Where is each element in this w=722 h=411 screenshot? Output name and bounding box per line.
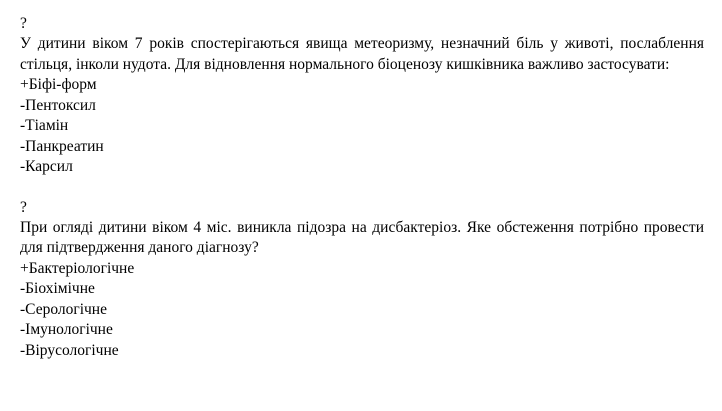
answer-option: +Біфі-форм <box>20 76 97 93</box>
answer-option: +Бактеріологічне <box>20 259 135 277</box>
answer-option: -Тіамін <box>20 117 69 134</box>
question-marker: ? <box>20 198 27 216</box>
answer-option: -Імунологічне <box>20 321 113 338</box>
block-spacer <box>20 178 704 198</box>
question-stem: У дитини віком 7 років спостерігаються явища метеоризму, незначний біль у животі, послаблення стільця, інколи нудота. Для відновлення нормального біоценозу кишківника важливо застосувати: <box>20 35 704 73</box>
answer-list <box>20 259 704 362</box>
answer-option: -Карсил <box>20 158 73 175</box>
answer-option: -Серологічне <box>20 300 107 318</box>
answer-option: -Панкреатин <box>20 137 104 155</box>
answer-list <box>20 75 704 178</box>
question-stem: При огляді дитини віком 4 міс. виникла підозра на дисбактеріоз. Яке обстеження потрібно провести для підтвердження даного діагнозу? <box>20 218 704 256</box>
answer-option: -Біохімічне <box>20 280 95 297</box>
question-marker: ? <box>20 15 27 32</box>
answer-option: -Вірусологічне <box>20 341 119 359</box>
question-block-1 <box>20 14 704 178</box>
answer-option: -Пентоксил <box>20 96 96 114</box>
question-block-2 <box>20 198 704 362</box>
